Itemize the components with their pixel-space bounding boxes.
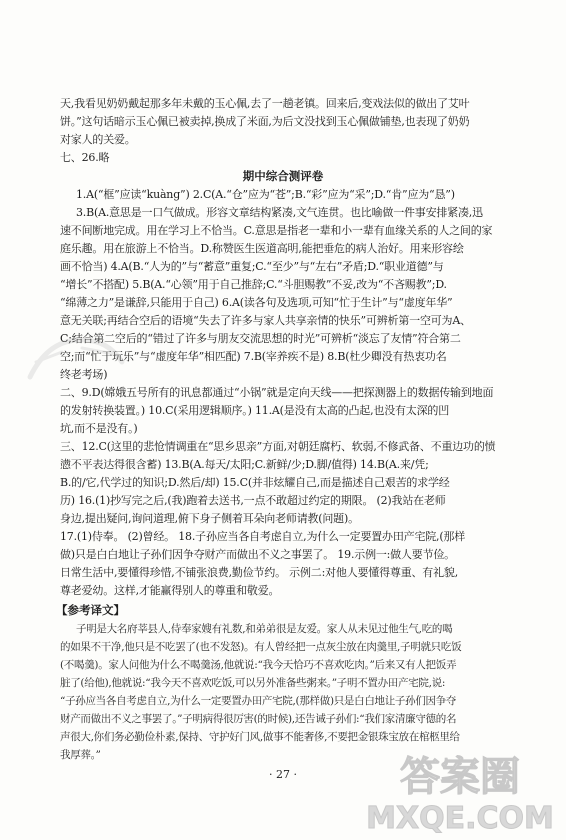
translation-line: (不喝羹)。家人问他为什么不喝羹汤,他就说:“我今天恰巧不喜欢吃肉。”后来又有人把饭弄 xyxy=(60,659,457,671)
answer-line: 坑,而不是没有。) xyxy=(60,422,138,435)
answer-line: 速不间断地完成。用在学习上不恰当。C.意思是指老一辈和小一辈有血缘关系的人之间的家 xyxy=(60,224,493,237)
answer-line: 懑不平表达得很含蓄) 13.B(A.每天/太阳;C.新鲜/少;D.脚/值得) 14.B(A.来/凭; xyxy=(60,458,429,471)
answer-line: 历) 16.(1)抄写完之后,(我)跑着去送书,一点不敢超过约定的期限。 (2)我站在老师 xyxy=(60,494,446,507)
translation-line: 财产而做出不义之事罢了。”子明病得很厉害(的时候),还告诫子孙们:“我们家清廉守德的名 xyxy=(60,713,457,725)
answer-line: 意无关联;再结合空后的语境“失去了许多与家人共享亲情的快乐”可辨析第一空可为A、 xyxy=(60,314,471,327)
answer-line: 画不恰当) 4.A(B.“人为的”与“蓄意”重复;C.“至少”与“左右”矛盾;D.“职业道德”与 xyxy=(60,260,444,273)
answer-line: 17.(1)侍奉。 (2)曾经。 18.子孙应当各自考虑自立,为什么一定要置办田产宅院,(那样 xyxy=(60,530,466,543)
section-title: 期中综合测评卷 xyxy=(242,169,324,183)
answer-line: 二、9.D(嫦娥五号所有的讯息都通过“小锅”就是定向天线——把探测器上的数据传输到地面 xyxy=(60,386,494,399)
answer-line: 1.A(“框”应读“kuàng”) 2.C(A.“仓”应为“苍”;B.“彩”应为“采”;D.“肯”应为“恳”) xyxy=(76,188,455,201)
answer-line: 三、12.C(这里的悲怆情调重在“思乡思亲”方面,对朝廷腐朽、软弱,不修武备、不重边功的愤 xyxy=(60,440,496,453)
answer-line: 庭乐趣。用在旅游上不恰当。D.称赞医生医道高明,能把垂危的病人治好。用来形容绘 xyxy=(60,242,464,255)
translation-line: 的如果不干净,他只是不吃罢了(也不发怒)。有人曾经把一点灰尘放在肉羹里,子明就只吃饭 xyxy=(60,641,462,653)
answer-line: 身边,提出疑问,询问道理,俯下身子侧着耳朵向老师请教(问题)。 xyxy=(60,512,359,525)
translation-line: 声很大,你们务必勤俭朴素,保持、守护好门风,做事不能奢侈,不要把金银珠宝放在棺柩里给 xyxy=(60,731,460,743)
answer-line: C;结合第二空后的“错过了许多与朋友交流思想的时光”可辨析“淡忘了友情”符合第二 xyxy=(60,332,461,345)
answer-line: 的发射转换装置。) 10.C(采用逻辑顺序。) 11.A(是没有太高的凸起,也没有太深的凹 xyxy=(60,404,450,417)
faded-stamp-mark xyxy=(22,322,132,392)
text-line: 七、26.略 xyxy=(60,151,110,164)
text-line: 对家人的关爱。 xyxy=(60,133,136,146)
text-line: 天,我看见奶奶戴起那多年未戴的玉心佩,去了一趟老镇。回来后,变戏法似的做出了艾叶 xyxy=(60,97,470,110)
reference-translation-label: 【参考译文】 xyxy=(56,603,125,617)
answer-line: 3.B(A.意思是一口气做成。形容文章结构紧凑,文气连贯。也比喻做一件事安排紧凑,迅 xyxy=(76,206,483,219)
answer-line: B.的/它,代学过的知识;D.然后/却) 15.C(并非炫耀自己,而是描述自己艰苦的求学经 xyxy=(60,476,450,489)
answer-line: 日常生活中,要懂得珍惜,不铺张浪费,勤俭节约。 示例二:对他人要懂得尊重、有礼貌, xyxy=(60,566,458,579)
translation-line: 脏了(给他),他就说:“我今天不喜欢吃饭,可以另外准备些粥来。”子明不置办田产宅院,说: xyxy=(60,677,446,689)
answer-line: 做)只是白白地让子孙们因争夺财产而做出不义之事罢了。 19.示例一:做人要节俭。 xyxy=(60,548,455,561)
page-number: · 27 · xyxy=(269,768,297,781)
translation-line: 我厚葬。” xyxy=(60,749,101,761)
answer-line: “增长”不搭配) 5.B(A.“心领”用于自己推辞;C.“斗胆赐教”不妥,改为“不吝赐教”;D. xyxy=(60,278,447,291)
watermark-top-text: 答案圈 xyxy=(400,754,520,800)
text-line: 饼。”这句话暗示玉心佩已被卖掉,换成了米面,为后文没找到玉心佩做铺垫,也表现了奶奶 xyxy=(60,115,470,128)
answer-line: “绵薄之力”是谦辞,只能用于自己) 6.A(读各句及选项,可知“忙于生计”与“虚度年华” xyxy=(60,296,453,309)
translation-line: 子明是大名府莘县人,侍奉家嫂有礼数,和弟弟很是友爱。家人从未见过他生气,吃的喝 xyxy=(76,623,453,635)
answer-line: 尊老爱幼。这样,才能赢得别人的尊重和敬爱。 xyxy=(60,584,280,597)
answer-line: 空;而“忙于玩乐”与“虚度年华”相匹配) 7.B(宰养疾不是) 8.B(杜少卿没有热衷功名 xyxy=(60,350,447,363)
watermark-bottom-text: MXQE.COM xyxy=(366,801,554,836)
site-watermark-logo xyxy=(360,750,560,836)
translation-line: “子孙应当各自考虑自立,为什么一定要置办田产宅院,(那样做)只是白白地让子孙们因争夺 xyxy=(60,695,457,707)
answer-line: 终老考场) xyxy=(60,368,108,381)
